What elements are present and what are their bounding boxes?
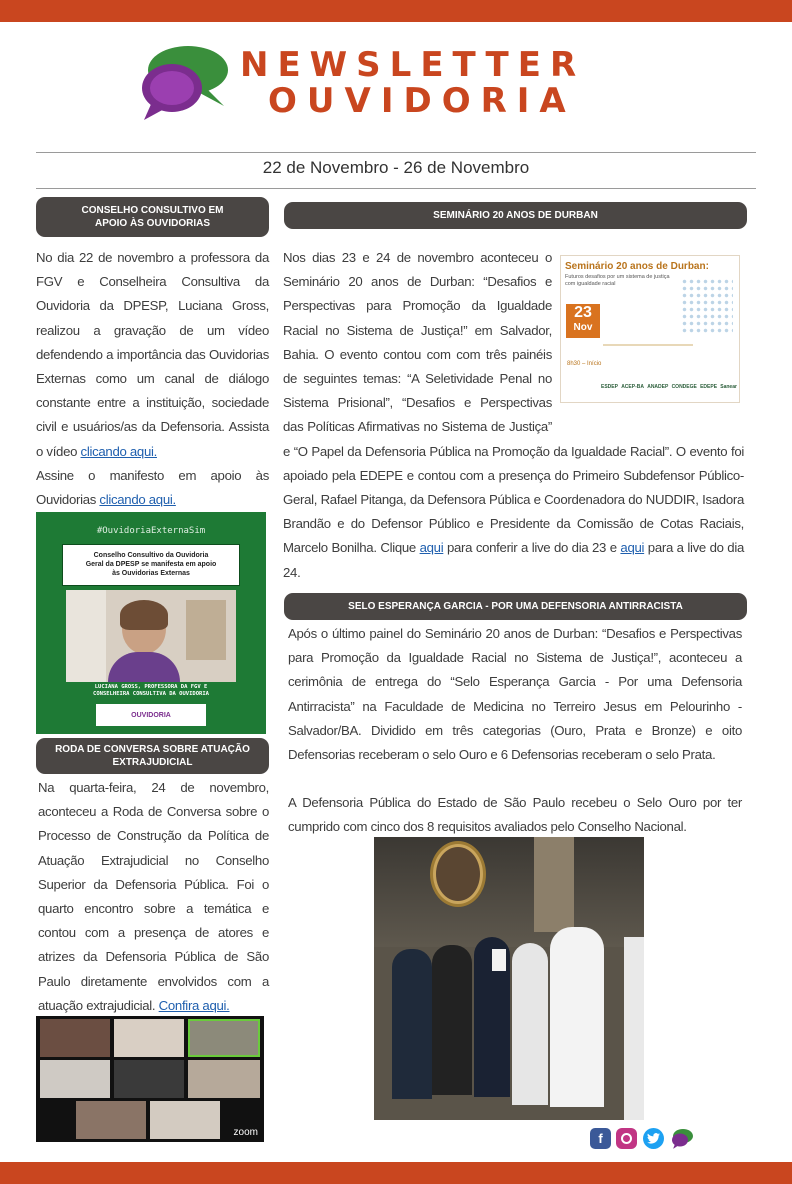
durban-text [283,246,744,585]
video-still [66,590,236,682]
poster-logo: ESDEP [601,384,618,390]
confira-link[interactable]: Confira aqui. [158,997,230,1013]
video-link[interactable]: clicando aqui. [80,443,157,459]
facebook-icon[interactable]: f [590,1128,611,1149]
bottom-bar [0,1162,792,1184]
paragraph: No dia 22 de novembro a professora da FGV e Conselheira Consultiva da Ouvidoria da DPESP, Luciana Gross, realizou a gravação de um vídeo defendendo a importância das Ouvidorias Externas como um canal de diálogo constante entre a instituição, sociedade civil e usuários/as da Defensoria. Assista o vídeo [36,250,269,459]
hashtag: #OuvidoriaExternaSim [96,526,206,536]
heading-line: EXTRAJUDICIAL [112,757,193,768]
paragraph: para conferir a live do dia 23 e [443,540,621,556]
caption-line: Conselho Consultivo da Ouvidoria [93,552,209,559]
section-heading-conselho [36,197,269,237]
person-caption [66,684,236,698]
poster-logo: CONDEGE [671,384,697,390]
poster-month: Nov [573,322,593,333]
section-heading-roda [36,738,269,774]
manifesto-image [36,512,266,734]
caption-line: Geral da DPESP se manifesta em apoio [85,561,217,568]
poster-day: 23 [574,304,592,321]
poster-time: 8h30 – Início [567,361,602,367]
heading-line: RODA DE CONVERSA SOBRE ATUAÇÃO [55,744,250,755]
instagram-icon[interactable] [616,1128,637,1149]
poster-subtitle: Futuros desafios por um sistema de justiça com igualdade racial [565,274,670,287]
date-range: 22 de Novembro - 26 de Novembro [262,158,530,177]
poster-logo: ACEP-BA [621,384,644,390]
selo-text [288,622,742,840]
image-caption [62,544,240,586]
zoom-meeting-image [36,1016,264,1142]
poster-logo: ANADEP [647,384,669,390]
section-heading-durban [284,202,747,229]
paragraph: Nos dias 23 e 24 de novembro aconteceu o Seminário 20 anos de Durban: “Desafios e Perspectivas para Promoção da Igualdade Racial no Sistema de Justiça!” em Salvador, Bahia. O evento contou com com três painéis de seguintes temas: “A Seletividade Penal no Sistema Prisional”, “Desafios e Perspectivas das Políticas Afirmativas no Sistema de Justiça” e “O Papel da Defensoria Pública na Promoção da Igualdade Racial”. O evento foi apoiado pela EDEPE e contou com a presença do Primeiro Subdefensor Público-Geral, Rafael Pitanga, da Defensora Pública e Coordenadora do NUDDIR, Isadora Brandão e do Defensor Público e Presidente da Comissão de Cotas Raciais, Marcelo Bonilha. Clique [283,250,744,556]
live-23-link[interactable]: aqui [419,540,444,556]
conselho-text [36,246,269,512]
poster-logo: Sanear [720,384,737,390]
paragraph: A Defensoria Pública do Estado de São Paulo recebeu o Selo Ouro por ter cumprido com cinco dos 8 requisitos avaliados pelo Conselho Nacional. [288,795,742,835]
ceremony-photo [374,837,644,1120]
zoom-label: zoom [233,1127,258,1138]
heading-text: SEMINÁRIO 20 ANOS DE DURBAN [433,210,598,221]
paragraph: Na quarta-feira, 24 de novembro, aconteceu a Roda de Conversa sobre o Processo de Construção da Política de Atuação Extrajudicial no Conselho Superior da Defensoria Pública. Foi o quarto encontro sobre a temática e contou com a presença de atores e atrizes da Defensoria Pública de São Paulo diretamente envolvidos com a atuação extrajudicial. [38,780,269,1013]
caption-line: às Ouvidorias Externas [112,570,190,577]
divider-bottom [36,188,756,189]
poster-logo: EDEPE [700,384,718,390]
ouvidoria-icon[interactable] [670,1128,694,1149]
ouvidoria-logo-icon [136,40,232,122]
image-logo-bar [96,704,206,726]
paragraph: para a live do dia 24. [283,540,744,580]
heading-line: CONSELHO CONSULTIVO EM [81,205,224,216]
paragraph: Após o último painel do Seminário 20 anos de Durban: “Desafios e Perspectivas para Promoção da Igualdade Racial no Sistema de Justiça!”, aconteceu a cerimônia de entrega do “Selo Esperança Garcia - Por uma Defensoria Antirracista” na Faculdade de Medicina no Terreiro Jesus em Pelourinho - Salvador/BA. Dividido em três categorias (Ouro, Prata e Bronze) e oito Defensorias receberam o selo Ouro e 6 Defensorias receberam o selo Prata. [288,626,742,763]
newsletter-title: NEWSLETTER [240,45,586,85]
manifesto-link[interactable]: clicando aqui. [99,492,176,508]
heading-line: APOIO ÀS OUVIDORIAS [94,218,210,229]
poster-title: Seminário 20 anos de Durban: [565,261,709,272]
caption-line: CONSELHEIRA CONSULTIVA DA OUVIDORIA [93,691,209,697]
twitter-icon[interactable] [643,1128,664,1149]
divider-top [36,152,756,153]
section-heading-selo [284,593,747,620]
image-logo-text: OUVIDORIA [131,711,171,719]
caption-line: LUCIANA GROSS, PROFESSORA DA FGV E [94,684,208,690]
heading-text: SELO ESPERANÇA GARCIA - POR UMA DEFENSORIA ANTIRRACISTA [348,601,683,612]
ouvidoria-title: OUVIDORIA [268,81,576,121]
live-24-link[interactable]: aqui [620,540,645,556]
roda-text [38,776,269,1018]
top-bar [0,0,792,22]
paragraph: Assine o manifesto em apoio às Ouvidorias [36,467,269,508]
